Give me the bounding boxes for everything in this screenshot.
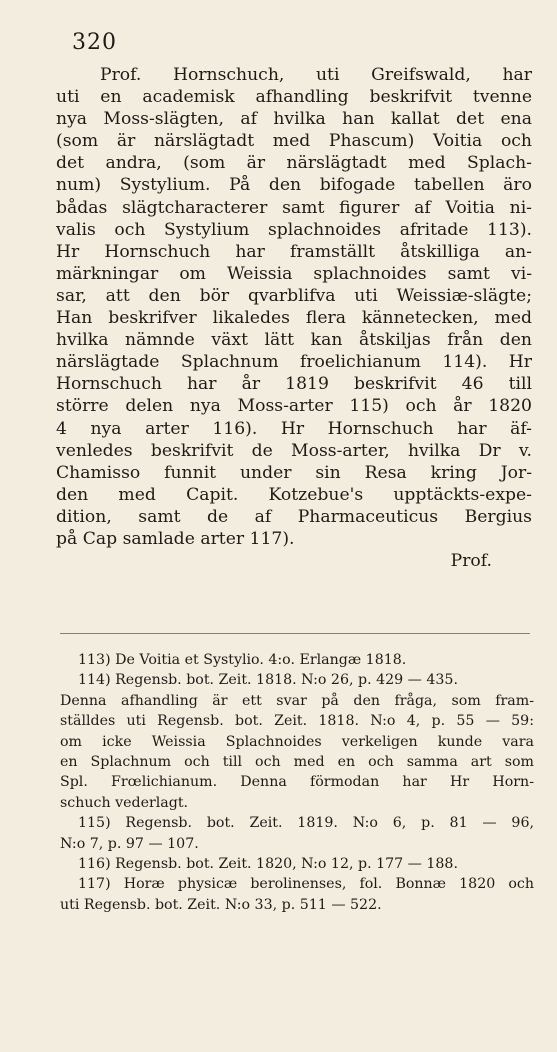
body-line: sar, att den bör qvarblifva uti Weissiæ-slägte; bbox=[56, 285, 532, 306]
footnote-line: 116) Regensb. bot. Zeit. 1820, N:o 12, p. 177 — 188. bbox=[78, 856, 458, 873]
footnote-line: ställdes uti Regensb. bot. Zeit. 1818. N:o 4, p. 55 — 59: bbox=[60, 713, 534, 730]
footnote-line: Denna afhandling är ett svar på den fråga, som fram- bbox=[60, 692, 534, 709]
body-line: märkningar om Weissia splachnoides samt vi- bbox=[56, 263, 532, 284]
catchword: Prof. bbox=[450, 551, 492, 572]
body-line: närslägtade Splachnum froelichianum 114). Hr bbox=[56, 352, 532, 373]
footnote-divider bbox=[60, 633, 530, 634]
body-line: uti en academisk afhandling beskrifvit tvenne bbox=[56, 87, 532, 108]
body-line: valis och Systylium splachnoides afritade 113). bbox=[56, 219, 532, 240]
body-line: den med Capit. Kotzebue's upptäckts-expe- bbox=[56, 484, 532, 505]
footnote-line: N:o 7, p. 97 — 107. bbox=[60, 835, 199, 852]
body-line: Hr Hornschuch har framställt åtskilliga an- bbox=[56, 241, 532, 262]
page-number: 320 bbox=[72, 30, 117, 55]
footnote-line: 114) Regensb. bot. Zeit. 1818. N:o 26, p. 429 — 435. bbox=[78, 672, 458, 689]
body-line: venledes beskrifvit de Moss-arter, hvilka Dr v. bbox=[56, 440, 532, 461]
body-line: Chamisso funnit under sin Resa kring Jor- bbox=[56, 462, 532, 483]
body-line: Han beskrifver likaledes flera kännetecken, med bbox=[56, 308, 532, 329]
body-line: Hornschuch har år 1819 beskrifvit 46 till bbox=[56, 374, 532, 395]
main-text bbox=[56, 64, 532, 572]
footnote-line: Spl. Frœlichianum. Denna förmodan har Hr Horn- bbox=[60, 774, 534, 791]
body-line: 4 nya arter 116). Hr Hornschuch har äf- bbox=[56, 418, 532, 439]
body-line: nya Moss-slägten, af hvilka han kallat det ena bbox=[56, 109, 532, 130]
footnote-line: om icke Weissia Splachnoides verkeligen kunde vara bbox=[60, 733, 534, 750]
body-line: dition, samt de af Pharmaceuticus Bergius bbox=[56, 506, 532, 527]
footnote-line: 117) Horæ physicæ berolinenses, fol. Bonnæ 1820 och bbox=[78, 876, 534, 893]
footnote-line: schuch vederlagt. bbox=[60, 794, 189, 811]
body-line: större delen nya Moss-arter 115) och år 1820 bbox=[56, 396, 532, 417]
body-line: på Cap samlade arter 117). bbox=[56, 528, 295, 549]
footnote-line: en Splachnum och till och med en och samma art som bbox=[60, 754, 534, 771]
body-line: bådas slägtcharacterer samt figurer af Voitia ni- bbox=[56, 197, 532, 218]
footnote-line: 113) De Voitia et Systylio. 4:o. Erlangæ 1818. bbox=[78, 652, 407, 668]
body-line: num) Systylium. På den bifogade tabellen äro bbox=[56, 175, 532, 196]
body-line: hvilka nämnde växt lätt kan åtskiljas från den bbox=[56, 330, 532, 351]
footnote-line: 115) Regensb. bot. Zeit. 1819. N:o 6, p. 81 — 96, bbox=[78, 815, 534, 832]
footnote-line: uti Regensb. bot. Zeit. N:o 33, p. 511 — 522. bbox=[60, 896, 382, 913]
body-line: det andra, (som är närslägtadt med Splach- bbox=[56, 153, 532, 174]
footnotes bbox=[60, 650, 534, 915]
body-line: (som är närslägtadt med Phascum) Voitia och bbox=[56, 131, 532, 152]
body-line: Prof. Hornschuch, uti Greifswald, har bbox=[100, 65, 532, 85]
